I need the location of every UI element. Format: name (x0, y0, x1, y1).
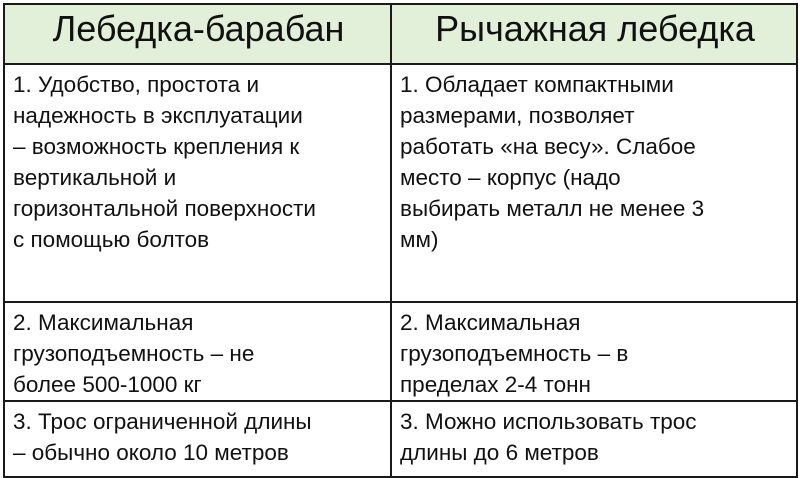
table-row (4, 401, 797, 477)
cell-drum-winch: 2. Максимальная грузоподъемность – не более 500-1000 кг (4, 302, 391, 401)
table-row (4, 302, 797, 401)
cell-drum-winch: 1. Удобство, простота и надежность в эксплуатации – возможность крепления к вертикальной и горизонтальной поверхности с помощью болтов (4, 64, 391, 302)
cell-lever-winch: 3. Можно использовать трос длины до 6 метров (391, 401, 797, 477)
table-row (4, 64, 797, 302)
cell-drum-winch: 3. Трос ограниченной длины – обычно около 10 метров (4, 401, 391, 477)
comparison-table (3, 3, 798, 478)
header-row (4, 4, 797, 64)
table-header (4, 4, 797, 64)
header-lever-winch: Рычажная лебедка (391, 4, 797, 64)
header-drum-winch: Лебедка-барабан (4, 4, 391, 64)
table-body (4, 64, 797, 477)
cell-lever-winch: 1. Обладает компактными размерами, позволяет работать «на весу». Слабое место – корпус (надо выбирать металл не менее 3 мм) (391, 64, 797, 302)
cell-lever-winch: 2. Максимальная грузоподъемность – в пределах 2-4 тонн (391, 302, 797, 401)
